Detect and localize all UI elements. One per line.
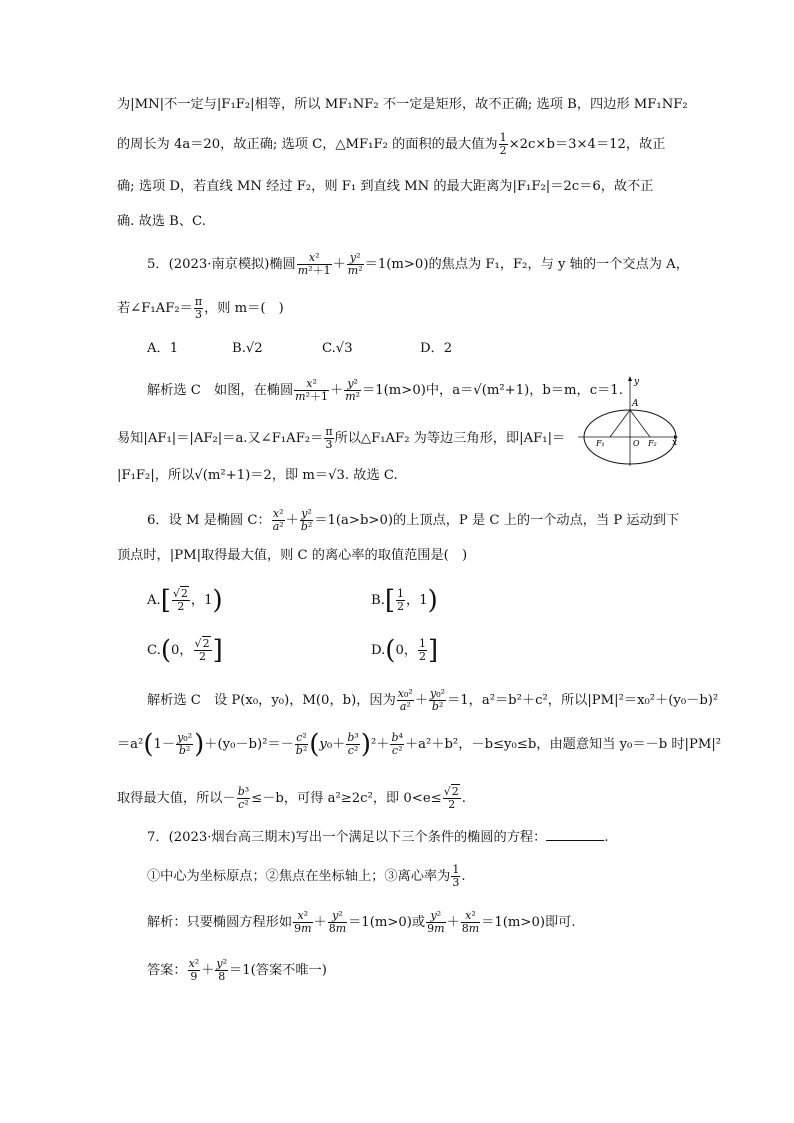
q5-sol-frac-x: $\frac{\text{x²}}{\text{m²＋1}}$ (295, 377, 329, 403)
q7-sol-a: 解析：只要椭圆方程形如 (147, 915, 293, 930)
q6-option-d: D.(0， $\frac{1}{2}$ ] (371, 635, 439, 666)
q6-sol2-c: ＋a²＋b²，－b≤y₀≤b，由题意知当 y₀＝－b 时|PM|² (404, 737, 722, 752)
q7-conditions: ①中心为坐标原点；②焦点在坐标轴上；③离心率为 $\frac{1}{3}$ . (147, 863, 466, 889)
q6-sol1-a: 解析选 C 设 P(x₀，y₀)，M(0，b)，因为 (147, 693, 396, 708)
q5-sol2-a: 易知|AF₁|＝|AF₂|＝a.又∠F₁AF₂＝ (117, 431, 324, 446)
text-line-2 (117, 132, 665, 157)
text-line-2b: ×2c×b＝3×4＝12，故正 (508, 137, 666, 152)
q7-ans-a: 答案： (147, 963, 187, 978)
text-line-2a: 的周长为 4a＝20，故正确; 选项 C，△MF₁F₂ 的面积的最大值为 (117, 137, 498, 152)
q7-answer-blank (546, 828, 604, 841)
q5-stem: 5．(2023·南京模拟)椭圆 $\frac{\text{x²}}{\text{m²＋1}}$ ＋ $\frac{\text{y²}}{\text{m²}}$ ＝1(m>0)的焦点为 F₁，F₂，与 y 轴的一个交点为 A， (147, 251, 689, 277)
q7-sol-c: ＝1(m>0)即可. (481, 915, 576, 930)
q5-frac-y: $\frac{\text{y²}}{\text{m²}}$ (347, 251, 363, 277)
q7-solution: 解析：只要椭圆方程形如 $\frac{\text{x²}}{9m}$ ＋ $\frac{\text{y²}}{8m}$ ＝1(m>0)或 $\frac{\text{y²}}{9m}$ ＋ $\frac{\text{x²}}{8m}$ ＝1(m>0)即可. (147, 909, 576, 935)
q5-option-d: D．2 (420, 341, 453, 356)
q6-stem-2: 顶点时，|PM|取得最大值，则 C 的离心率的取值范围是( ) (117, 548, 468, 563)
segment-af1 (610, 410, 630, 437)
label-f2: F₂ (648, 439, 657, 448)
label-o: O (633, 439, 640, 448)
q5-frac-x: $\frac{\text{x²}}{\text{m²＋1}}$ (297, 251, 331, 277)
q6-sol2-b: ＋(y₀－b)²＝－ (204, 737, 294, 752)
q7-cond-a: ①中心为坐标原点；②焦点在坐标轴上；③离心率为 (147, 869, 451, 884)
text-line-3: 确; 选项 D，若直线 MN 经过 F₂，则 F₁ 到直线 MN 的最大距离为|F₁F₂|＝2c＝6，故不正 (117, 179, 654, 194)
fraction-half: $\frac{1}{2}$ (499, 131, 507, 157)
q5-option-b: B.√2 (232, 341, 263, 356)
q5-stem-2 (117, 296, 284, 321)
label-x: x (672, 438, 678, 448)
q5-stem2-b: ，则 m＝( ) (204, 301, 284, 316)
q5-sol1-a: 解析选 C 如图，在椭圆 (147, 383, 294, 398)
q5-stem-a: 5．(2023·南京模拟)椭圆 (147, 257, 296, 272)
segment-af2 (630, 410, 650, 437)
q6-sol3-c: . (461, 791, 466, 806)
q7-stem: 7．(2023·烟台高三期末)写出一个满足以下三个条件的椭圆的方程： . (147, 830, 609, 845)
q5-solution-2 (117, 426, 565, 451)
text-line-4: 确. 故选 B、C. (117, 214, 206, 229)
q5-solution-1: 解析选 C 如图，在椭圆 $\frac{\text{x²}}{\text{m²＋1}}$ ＋ $\frac{\text{y²}}{\text{m²}}$ ＝1(m>0)中，a＝√(m²+1)，b＝m，c＝1. (147, 377, 623, 403)
q6-option-b: B.[ $\frac{1}{2}$ ，1) (371, 585, 438, 616)
q5-solution-3: |F₁F₂|，所以√(m²+1)＝2，即 m＝√3. 故选 C. (117, 468, 398, 483)
q5-option-a: A．1 (147, 341, 179, 356)
y-axis-arrow (628, 376, 632, 381)
text-line-1: 为|MN|不一定与|F₁F₂|相等，所以 MF₁NF₂ 不一定是矩形，故不正确; 选项 B，四边形 MF₁NF₂ (117, 97, 688, 112)
q5-sol1-b: ＝1(m>0)中，a＝√(m²+1)，b＝m，c＝1. (362, 383, 623, 398)
q5-stem2-a: 若∠F₁AF₂＝ (117, 301, 193, 316)
q7-stem-text: 7．(2023·烟台高三期末)写出一个满足以下三个条件的椭圆的方程： (147, 830, 547, 845)
q6-option-a: A.[ $\frac{√2}{2}$ ，1) (147, 585, 223, 616)
q5-sol2-b: 所以△F₁AF₂ 为等边三角形，即|AF₁|＝ (334, 431, 566, 446)
q6-sol3-a: 取得最大值，所以－ (117, 791, 236, 806)
q6-stem: 6．设 M 是椭圆 C： $\frac{\text{x²}}{\text{a²}}$ ＋ $\frac{\text{y²}}{\text{b²}}$ ＝1(a>b>0)的上顶点，P 是 C 上的一个动点，当 P 运动到下 (147, 507, 680, 533)
q6-frac-x: $\frac{\text{x²}}{\text{a²}}$ (272, 507, 284, 533)
q6-solution-2: ＝a²(1－ $\frac{\text{y₀²}}{\text{b²}}$ )＋(y₀－b)²＝－ $\frac{\text{c²}}{\text{b²}}$ (y₀＋ $\frac{\text{b³}}{\text{c²}}$ )²＋ $\frac{\text{b⁴}}{\text{c²}}$ ＋a²＋b²，－b≤y₀≤b，由题意知当 y₀＝－b 时|PM|² (117, 729, 722, 760)
q6-option-c: C.(0， $\frac{√2}{2}$ ] (147, 635, 223, 666)
q6-sol1-b: ＝1，a²＝b²＋c²，所以|PM|²＝x₀²＋(y₀－b)² (447, 693, 719, 708)
q7-answer: 答案： $\frac{\text{x²}}{9}$ ＋ $\frac{\text{y²}}{8}$ ＝1(答案不唯一) (147, 957, 327, 983)
q6-sol-frac-x0: $\frac{\text{x₀²}}{\text{a²}}$ (397, 687, 413, 713)
q5-sol-frac-y: $\frac{\text{y²}}{\text{m²}}$ (345, 377, 361, 403)
ellipse-figure (578, 374, 680, 466)
q6-solution-1: 解析选 C 设 P(x₀，y₀)，M(0，b)，因为 $\frac{\text{x₀²}}{\text{a²}}$ ＋ $\frac{\text{y₀²}}{\text{b²}}$ ＝1，a²＝b²＋c²，所以|PM|²＝x₀²＋(y₀－b)² (147, 687, 719, 713)
label-a: A (632, 399, 639, 409)
q5-frac-pi3: $\frac{\pi}{3}$ (194, 295, 203, 321)
q6-sol-frac-y0: $\frac{\text{y₀²}}{\text{b²}}$ (430, 687, 446, 713)
q6-sol3-b: ≤－b，可得 a²≥2c²，即 0<e≤ (251, 791, 442, 806)
q5-sol-frac-pi3: $\frac{\pi}{3}$ (325, 425, 333, 451)
q5-option-c: C.√3 (322, 341, 353, 356)
q6-sol2-a: ＝a² (117, 737, 144, 752)
q7-sol-b: ＝1(m>0)或 (348, 915, 426, 930)
q5-stem-b: ＝1(m>0)的焦点为 F₁，F₂，与 y 轴的一个交点为 A， (364, 257, 689, 272)
q6-solution-3: 取得最大值，所以－ $\frac{\text{b³}}{\text{c²}}$ ≤－b，可得 a²≥2c²，即 0<e≤ $\frac{√2}{2}$ . (117, 785, 466, 811)
label-y: y (634, 377, 640, 387)
q6-stem-a: 6．设 M 是椭圆 C： (147, 513, 271, 528)
q7-ans-b: ＝1(答案不唯一) (229, 963, 327, 978)
q6-stem-b: ＝1(a>b>0)的上顶点，P 是 C 上的一个动点，当 P 运动到下 (314, 513, 680, 528)
label-f1: F₁ (596, 439, 605, 448)
q6-frac-y: $\frac{\text{y²}}{\text{b²}}$ (300, 507, 313, 533)
